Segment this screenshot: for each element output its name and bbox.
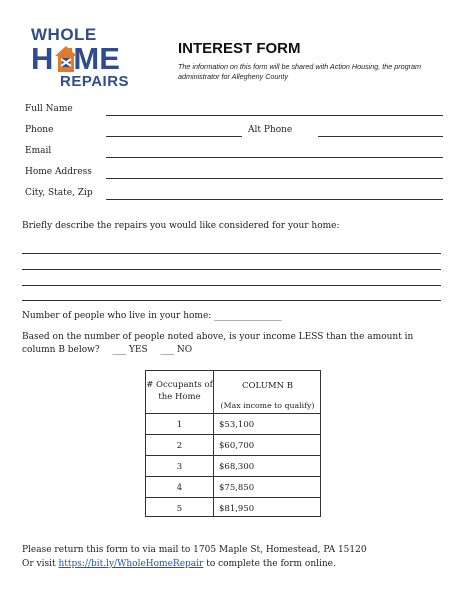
- table-cell-occupants: 5: [176, 504, 183, 514]
- home-address-field[interactable]: [106, 178, 443, 179]
- email-field[interactable]: [106, 157, 443, 158]
- table-cell-income: $81,950: [219, 504, 255, 514]
- house-icon: [54, 44, 78, 74]
- city-state-zip-label: City, State, Zip: [25, 188, 93, 198]
- income-question: Based on the number of people noted above, is your income LESS than the amount in column B below? ___ YES ___ NO: [22, 332, 414, 355]
- table-cell-income: $60,700: [219, 441, 255, 451]
- table-cell-occupants: 1: [176, 420, 183, 430]
- table-cell-income: $68,300: [219, 462, 255, 472]
- phone-field[interactable]: [106, 136, 242, 137]
- table-rule: [146, 434, 320, 435]
- table-cell-income: $53,100: [219, 420, 255, 430]
- phone-label: Phone: [25, 125, 54, 135]
- repairs-line[interactable]: [22, 285, 441, 286]
- table-rule: [146, 497, 320, 498]
- table-rule: [146, 413, 320, 414]
- alt-phone-label: Alt Phone: [248, 125, 293, 135]
- table-rule: [146, 476, 320, 477]
- column-b-subheader: (Max income to qualify): [220, 401, 315, 410]
- form-title: INTEREST FORM: [178, 40, 301, 57]
- table-rule: [146, 455, 320, 456]
- home-address-label: Home Address: [25, 167, 92, 177]
- table-divider: [213, 371, 214, 516]
- city-state-zip-field[interactable]: [106, 199, 443, 200]
- online-form-link[interactable]: https://bit.ly/WholeHomeRepair: [58, 559, 204, 569]
- full-name-label: Full Name: [25, 104, 73, 114]
- table-cell-income: $75,850: [219, 483, 255, 493]
- table-cell-occupants: 3: [176, 462, 183, 472]
- table-cell-occupants: 4: [176, 483, 183, 493]
- alt-phone-field[interactable]: [318, 136, 443, 137]
- form-subtitle: The information on this form will be shared with Action Housing, the program administrator for Allegheny County: [178, 62, 422, 81]
- table-cell-occupants: 2: [176, 441, 183, 451]
- email-label: Email: [25, 146, 52, 156]
- logo-word-whole: WHOLE: [31, 25, 97, 44]
- column-b-header: COLUMN B: [242, 381, 293, 391]
- no-option[interactable]: ___ NO: [160, 345, 193, 355]
- online-instructions: Or visit https://bit.ly/WholeHomeRepair to complete the form online.: [22, 559, 336, 569]
- people-prompt: Number of people who live in your home: _______________: [22, 311, 282, 321]
- yes-option[interactable]: ___ YES: [112, 345, 148, 355]
- whole-home-repairs-logo: [30, 26, 142, 94]
- return-instructions: Please return this form to via mail to 1705 Maple St, Homestead, PA 15120: [22, 545, 367, 555]
- occupants-header: # Occupants of the Home: [146, 380, 213, 402]
- repairs-line[interactable]: [22, 300, 441, 301]
- income-table: [145, 370, 321, 517]
- repairs-prompt: Briefly describe the repairs you would like considered for your home:: [22, 221, 340, 231]
- logo-word-home: H ME: [31, 41, 120, 76]
- repairs-line[interactable]: [22, 253, 441, 254]
- full-name-field[interactable]: [106, 115, 443, 116]
- logo-word-repairs: REPAIRS: [60, 73, 130, 90]
- repairs-line[interactable]: [22, 269, 441, 270]
